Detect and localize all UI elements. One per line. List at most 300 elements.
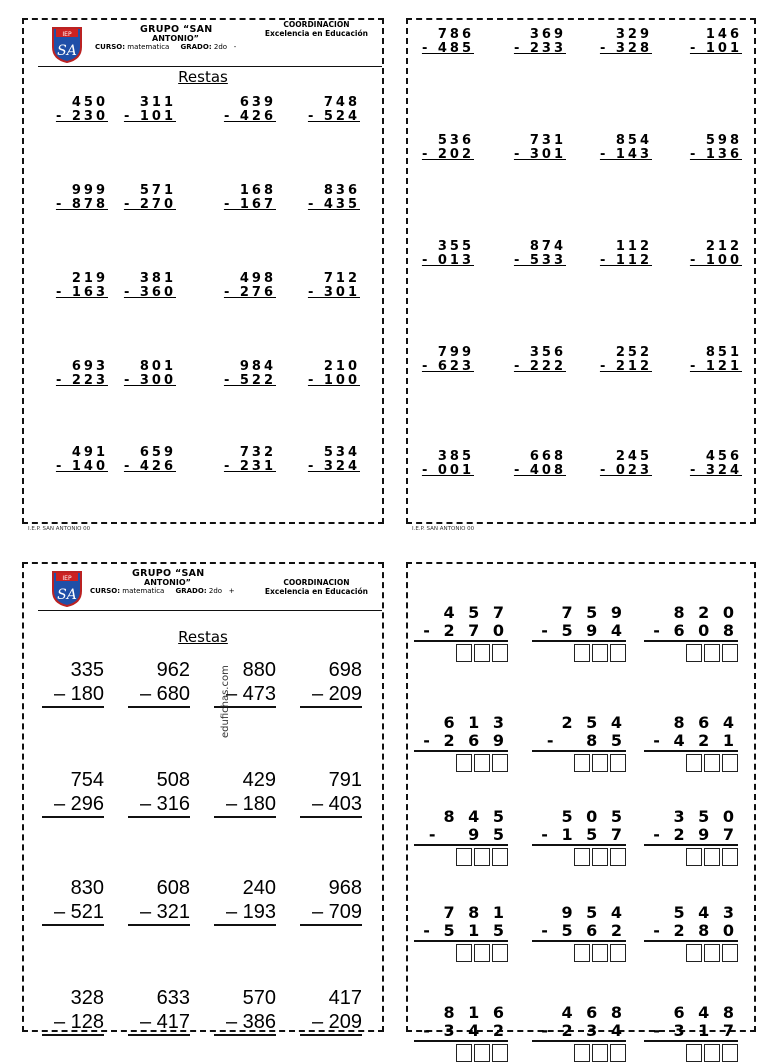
answer-digit-box[interactable] bbox=[704, 644, 720, 662]
subtraction-problem bbox=[214, 986, 276, 1036]
subtrahend: - 301 bbox=[513, 147, 566, 162]
subtraction-problem bbox=[414, 604, 508, 662]
course-value: matematica bbox=[127, 43, 170, 51]
subtraction-problem bbox=[532, 714, 626, 772]
minuend: 571 bbox=[139, 183, 176, 198]
subtrahend: - 4 2 1 bbox=[644, 732, 738, 752]
subtraction-problem bbox=[504, 134, 566, 162]
footer-text: I.E.P. SAN ANTONIO 00 bbox=[412, 526, 475, 532]
subtrahend: - 3 4 2 bbox=[414, 1022, 508, 1042]
subtrahend: - 5 1 5 bbox=[414, 922, 508, 942]
subtraction-problem bbox=[414, 714, 508, 772]
subtraction-problem bbox=[128, 986, 190, 1036]
subtraction-problem bbox=[592, 134, 652, 162]
subtraction-problem bbox=[532, 808, 626, 866]
subtrahend: - 8 5 bbox=[532, 732, 626, 752]
subtraction-problem bbox=[532, 604, 626, 662]
subtraction-problem bbox=[592, 240, 652, 268]
operation-sign: + bbox=[228, 587, 235, 595]
group-name: GRUPO “SAN bbox=[132, 568, 205, 579]
answer-digit-box[interactable] bbox=[492, 944, 508, 962]
minuend: 874 bbox=[529, 239, 566, 254]
subtrahend: - 623 bbox=[421, 359, 474, 374]
minuend: 659 bbox=[139, 445, 176, 460]
answer-digit-box[interactable] bbox=[474, 754, 490, 772]
subtrahend: - 202 bbox=[421, 147, 474, 162]
minuend: 962 bbox=[156, 659, 190, 681]
minuend: 799 bbox=[437, 345, 474, 360]
answer-digit-box[interactable] bbox=[722, 754, 738, 772]
answer-digit-box[interactable] bbox=[704, 848, 720, 866]
answer-digit-box[interactable] bbox=[592, 944, 608, 962]
minuend: 311 bbox=[139, 95, 176, 110]
subtrahend: – 680 bbox=[128, 682, 190, 708]
coord-title: COORDINACION bbox=[283, 20, 350, 29]
answer-digit-box[interactable] bbox=[574, 644, 590, 662]
subtrahend: - 013 bbox=[421, 253, 474, 268]
minuend: 851 bbox=[705, 345, 742, 360]
subtrahend: - 212 bbox=[599, 359, 652, 374]
answer-boxes[interactable] bbox=[532, 754, 626, 772]
minuend: 5 0 5 bbox=[561, 807, 626, 826]
minuend: 7 5 9 bbox=[561, 603, 626, 622]
subtraction-problem bbox=[416, 240, 474, 268]
answer-digit-box[interactable] bbox=[704, 944, 720, 962]
answer-digit-box[interactable] bbox=[704, 1044, 720, 1062]
answer-boxes[interactable] bbox=[532, 848, 626, 866]
subtraction-problem bbox=[288, 272, 360, 300]
answer-digit-box[interactable] bbox=[722, 848, 738, 866]
worksheet-title: Restas bbox=[178, 68, 228, 86]
minuend: 8 1 6 bbox=[443, 1003, 508, 1022]
minuend: 791 bbox=[328, 769, 362, 791]
worksheet-panel-top-right bbox=[406, 18, 756, 532]
subtraction-problem bbox=[120, 360, 176, 388]
minuend: 112 bbox=[615, 239, 652, 254]
course-label: CURSO: bbox=[90, 587, 121, 595]
minuend: 5 4 3 bbox=[673, 903, 738, 922]
subtrahend: – 709 bbox=[300, 900, 362, 926]
answer-boxes[interactable] bbox=[414, 754, 508, 772]
subtrahend: - 1 5 7 bbox=[532, 826, 626, 846]
subtraction-problem bbox=[644, 904, 738, 962]
subtraction-problem bbox=[532, 1004, 626, 1062]
subtraction-problem bbox=[300, 986, 362, 1036]
answer-digit-box[interactable] bbox=[456, 644, 472, 662]
subtraction-problem bbox=[52, 184, 108, 212]
subtraction-problem bbox=[52, 360, 108, 388]
minuend: 381 bbox=[139, 271, 176, 286]
answer-digit-box[interactable] bbox=[686, 1044, 702, 1062]
subtraction-problem bbox=[644, 1004, 738, 1062]
subtrahend: – 386 bbox=[214, 1010, 276, 1036]
answer-digit-box[interactable] bbox=[474, 1044, 490, 1062]
minuend: 968 bbox=[328, 877, 362, 899]
subtrahend: - 3 1 7 bbox=[644, 1022, 738, 1042]
coord-subtitle: Excelencia en Educación bbox=[264, 29, 368, 38]
grade-label: GRADO: bbox=[175, 587, 207, 595]
subtrahend: – 473 bbox=[214, 682, 276, 708]
subtraction-problem bbox=[52, 446, 108, 474]
subtrahend: - 5 9 4 bbox=[532, 622, 626, 642]
grade-label: GRADO: bbox=[180, 43, 212, 51]
subtrahend: - 533 bbox=[513, 253, 566, 268]
minuend: 429 bbox=[242, 769, 276, 791]
subtraction-problem bbox=[676, 28, 742, 56]
minuend: 801 bbox=[139, 359, 176, 374]
answer-boxes[interactable] bbox=[644, 848, 738, 866]
course-line bbox=[90, 587, 235, 595]
worksheet-header bbox=[24, 564, 382, 614]
answer-digit-box[interactable] bbox=[574, 1044, 590, 1062]
group-name-line2: ANTONIO” bbox=[152, 34, 199, 43]
subtraction-problem bbox=[42, 768, 104, 818]
answer-digit-box[interactable] bbox=[592, 754, 608, 772]
subtrahend: – 521 bbox=[42, 900, 104, 926]
minuend: 8 4 5 bbox=[443, 807, 508, 826]
subtrahend: – 180 bbox=[214, 792, 276, 818]
minuend: 210 bbox=[323, 359, 360, 374]
subtraction-problem bbox=[204, 272, 276, 300]
subtrahend: - 2 6 9 bbox=[414, 732, 508, 752]
answer-boxes[interactable] bbox=[414, 1044, 508, 1062]
subtrahend: – 296 bbox=[42, 792, 104, 818]
minuend: 786 bbox=[437, 27, 474, 42]
subtrahend: - 9 5 bbox=[414, 826, 508, 846]
group-name-line2: ANTONIO” bbox=[144, 578, 191, 587]
subtraction-problem bbox=[42, 876, 104, 926]
minuend: 732 bbox=[239, 445, 276, 460]
subtrahend: - 231 bbox=[223, 459, 276, 474]
course-value: matematica bbox=[122, 587, 165, 595]
minuend: 4 5 7 bbox=[443, 603, 508, 622]
svg-text:SA: SA bbox=[57, 43, 77, 59]
minuend: 8 2 0 bbox=[673, 603, 738, 622]
subtrahend: – 209 bbox=[300, 1010, 362, 1036]
minuend: 854 bbox=[615, 133, 652, 148]
subtraction-problem bbox=[204, 446, 276, 474]
answer-boxes[interactable] bbox=[644, 644, 738, 662]
subtrahend: - 435 bbox=[307, 197, 360, 212]
answer-digit-box[interactable] bbox=[686, 848, 702, 866]
minuend: 693 bbox=[71, 359, 108, 374]
subtraction-problem bbox=[504, 28, 566, 56]
grade-value: 2do bbox=[213, 43, 228, 51]
answer-digit-box[interactable] bbox=[474, 944, 490, 962]
subtrahend: - 2 7 0 bbox=[414, 622, 508, 642]
subtrahend: - 233 bbox=[513, 41, 566, 56]
subtraction-problem bbox=[504, 240, 566, 268]
subtraction-problem bbox=[300, 658, 362, 708]
subtrahend: - 223 bbox=[55, 373, 108, 388]
subtrahend: - 121 bbox=[689, 359, 742, 374]
minuend: 536 bbox=[437, 133, 474, 148]
minuend: 245 bbox=[615, 449, 652, 464]
answer-boxes[interactable] bbox=[414, 944, 508, 962]
minuend: 328 bbox=[70, 987, 104, 1009]
minuend: 999 bbox=[71, 183, 108, 198]
minuend: 2 5 4 bbox=[561, 713, 626, 732]
subtraction-problem bbox=[532, 904, 626, 962]
worksheet-header bbox=[24, 20, 382, 70]
answer-digit-box[interactable] bbox=[474, 848, 490, 866]
answer-boxes[interactable] bbox=[532, 644, 626, 662]
subtraction-problem bbox=[52, 272, 108, 300]
minuend: 748 bbox=[323, 95, 360, 110]
answer-digit-box[interactable] bbox=[474, 644, 490, 662]
answer-digit-box[interactable] bbox=[592, 848, 608, 866]
answer-boxes[interactable] bbox=[414, 644, 508, 662]
group-name: GRUPO “SAN bbox=[140, 24, 213, 35]
subtrahend: - 5 6 2 bbox=[532, 922, 626, 942]
subtraction-problem bbox=[42, 658, 104, 708]
subtrahend: - 222 bbox=[513, 359, 566, 374]
watermark: edufichas.com bbox=[220, 665, 231, 738]
subtrahend: - 360 bbox=[123, 285, 176, 300]
coordination-label bbox=[265, 578, 368, 596]
answer-digit-box[interactable] bbox=[722, 944, 738, 962]
answer-digit-box[interactable] bbox=[574, 754, 590, 772]
subtrahend: - 112 bbox=[599, 253, 652, 268]
answer-digit-box[interactable] bbox=[686, 644, 702, 662]
minuend: 219 bbox=[71, 271, 108, 286]
answer-digit-box[interactable] bbox=[456, 1044, 472, 1062]
subtrahend: - 408 bbox=[513, 463, 566, 478]
subtrahend: - 167 bbox=[223, 197, 276, 212]
subtraction-problem bbox=[128, 658, 190, 708]
answer-digit-box[interactable] bbox=[610, 944, 626, 962]
subtraction-problem bbox=[416, 134, 474, 162]
answer-digit-box[interactable] bbox=[592, 644, 608, 662]
subtrahend: - 100 bbox=[689, 253, 742, 268]
course-line bbox=[95, 43, 236, 51]
subtrahend: - 2 8 0 bbox=[644, 922, 738, 942]
answer-digit-box[interactable] bbox=[610, 848, 626, 866]
subtraction-problem bbox=[204, 184, 276, 212]
logo-text: IEP bbox=[62, 31, 72, 38]
minuend: 754 bbox=[70, 769, 104, 791]
minuend: 639 bbox=[239, 95, 276, 110]
minuend: 668 bbox=[529, 449, 566, 464]
answer-digit-box[interactable] bbox=[574, 848, 590, 866]
subtrahend: - 878 bbox=[55, 197, 108, 212]
minuend: 335 bbox=[70, 659, 104, 681]
subtraction-problem bbox=[128, 768, 190, 818]
minuend: 456 bbox=[705, 449, 742, 464]
school-logo-icon bbox=[50, 569, 84, 607]
subtrahend: - 163 bbox=[55, 285, 108, 300]
subtrahend: - 023 bbox=[599, 463, 652, 478]
answer-boxes[interactable] bbox=[532, 944, 626, 962]
logo-text: IEP bbox=[62, 575, 72, 582]
minuend: 4 6 8 bbox=[561, 1003, 626, 1022]
subtraction-problem bbox=[288, 184, 360, 212]
subtraction-problem bbox=[644, 714, 738, 772]
subtraction-problem bbox=[644, 604, 738, 662]
answer-digit-box[interactable] bbox=[686, 754, 702, 772]
subtraction-problem bbox=[204, 360, 276, 388]
subtraction-problem bbox=[416, 346, 474, 374]
subtraction-problem bbox=[676, 450, 742, 478]
answer-digit-box[interactable] bbox=[722, 644, 738, 662]
subtraction-problem bbox=[214, 876, 276, 926]
answer-digit-box[interactable] bbox=[492, 754, 508, 772]
subtraction-problem bbox=[300, 768, 362, 818]
answer-boxes[interactable] bbox=[644, 1044, 738, 1062]
answer-digit-box[interactable] bbox=[610, 1044, 626, 1062]
school-logo-icon bbox=[50, 25, 84, 63]
subtraction-problem bbox=[120, 96, 176, 124]
coord-title: COORDINACION bbox=[283, 578, 350, 587]
answer-digit-box[interactable] bbox=[492, 848, 508, 866]
answer-digit-box[interactable] bbox=[610, 754, 626, 772]
subtrahend: - 301 bbox=[307, 285, 360, 300]
minuend: 240 bbox=[242, 877, 276, 899]
subtrahend: - 101 bbox=[123, 109, 176, 124]
subtraction-problem bbox=[120, 272, 176, 300]
subtrahend: – 209 bbox=[300, 682, 362, 708]
minuend: 491 bbox=[71, 445, 108, 460]
minuend: 698 bbox=[328, 659, 362, 681]
answer-digit-box[interactable] bbox=[592, 1044, 608, 1062]
answer-boxes[interactable] bbox=[644, 754, 738, 772]
subtrahend: - 485 bbox=[421, 41, 474, 56]
worksheet-panel-top-left bbox=[22, 18, 384, 532]
minuend: 712 bbox=[323, 271, 360, 286]
subtraction-problem bbox=[644, 808, 738, 866]
subtrahend: – 193 bbox=[214, 900, 276, 926]
minuend: 534 bbox=[323, 445, 360, 460]
subtraction-problem bbox=[214, 768, 276, 818]
subtrahend: - 300 bbox=[123, 373, 176, 388]
answer-boxes[interactable] bbox=[532, 1044, 626, 1062]
answer-digit-box[interactable] bbox=[492, 1044, 508, 1062]
answer-digit-box[interactable] bbox=[704, 754, 720, 772]
subtrahend: - 140 bbox=[55, 459, 108, 474]
minuend: 3 5 0 bbox=[673, 807, 738, 826]
header-divider bbox=[38, 610, 382, 611]
minuend: 369 bbox=[529, 27, 566, 42]
subtraction-problem bbox=[416, 28, 474, 56]
minuend: 8 6 4 bbox=[673, 713, 738, 732]
subtraction-problem bbox=[300, 876, 362, 926]
minuend: 608 bbox=[156, 877, 190, 899]
minuend: 6 4 8 bbox=[673, 1003, 738, 1022]
subtraction-problem bbox=[676, 134, 742, 162]
minuend: 570 bbox=[242, 987, 276, 1009]
minuend: 598 bbox=[705, 133, 742, 148]
course-label: CURSO: bbox=[95, 43, 126, 51]
subtrahend: – 128 bbox=[42, 1010, 104, 1036]
subtraction-problem bbox=[128, 876, 190, 926]
subtrahend: – 321 bbox=[128, 900, 190, 926]
minuend: 830 bbox=[70, 877, 104, 899]
subtrahend: - 524 bbox=[307, 109, 360, 124]
coordination-label bbox=[265, 20, 368, 38]
subtrahend: - 100 bbox=[307, 373, 360, 388]
answer-digit-box[interactable] bbox=[722, 1044, 738, 1062]
subtrahend: - 2 9 7 bbox=[644, 826, 738, 846]
minuend: 450 bbox=[71, 95, 108, 110]
answer-digit-box[interactable] bbox=[456, 754, 472, 772]
minuend: 7 8 1 bbox=[443, 903, 508, 922]
subtraction-problem bbox=[416, 450, 474, 478]
minuend: 633 bbox=[156, 987, 190, 1009]
minuend: 212 bbox=[705, 239, 742, 254]
minuend: 508 bbox=[156, 769, 190, 791]
subtrahend: - 324 bbox=[307, 459, 360, 474]
minuend: 984 bbox=[239, 359, 276, 374]
subtraction-problem bbox=[504, 346, 566, 374]
subtraction-problem bbox=[414, 904, 508, 962]
grade-value: 2do bbox=[208, 587, 223, 595]
subtrahend: - 270 bbox=[123, 197, 176, 212]
operation-sign: - bbox=[233, 43, 237, 51]
answer-digit-box[interactable] bbox=[456, 944, 472, 962]
answer-digit-box[interactable] bbox=[492, 644, 508, 662]
minuend: 6 1 3 bbox=[443, 713, 508, 732]
subtrahend: - 2 3 4 bbox=[532, 1022, 626, 1042]
subtrahend: – 403 bbox=[300, 792, 362, 818]
worksheet-panel-bottom-left bbox=[22, 562, 384, 1032]
worksheet-panel-bottom-right bbox=[406, 562, 756, 1040]
subtrahend: – 417 bbox=[128, 1010, 190, 1036]
answer-boxes[interactable] bbox=[414, 848, 508, 866]
subtrahend: – 180 bbox=[42, 682, 104, 708]
minuend: 356 bbox=[529, 345, 566, 360]
subtraction-problem bbox=[676, 346, 742, 374]
answer-digit-box[interactable] bbox=[610, 644, 626, 662]
minuend: 836 bbox=[323, 183, 360, 198]
answer-boxes[interactable] bbox=[644, 944, 738, 962]
minuend: 731 bbox=[529, 133, 566, 148]
subtraction-problem bbox=[414, 808, 508, 866]
subtrahend: - 136 bbox=[689, 147, 742, 162]
minuend: 252 bbox=[615, 345, 652, 360]
subtrahend: - 143 bbox=[599, 147, 652, 162]
minuend: 880 bbox=[242, 659, 276, 681]
minuend: 417 bbox=[328, 987, 362, 1009]
minuend: 385 bbox=[437, 449, 474, 464]
subtraction-problem bbox=[42, 986, 104, 1036]
subtraction-problem bbox=[592, 346, 652, 374]
subtrahend: - 001 bbox=[421, 463, 474, 478]
subtrahend: - 426 bbox=[223, 109, 276, 124]
subtraction-problem bbox=[414, 1004, 508, 1062]
subtraction-problem bbox=[592, 450, 652, 478]
minuend: 329 bbox=[615, 27, 652, 42]
subtrahend: – 316 bbox=[128, 792, 190, 818]
subtraction-problem bbox=[120, 446, 176, 474]
answer-digit-box[interactable] bbox=[574, 944, 590, 962]
subtraction-problem bbox=[676, 240, 742, 268]
minuend: 355 bbox=[437, 239, 474, 254]
subtrahend: - 328 bbox=[599, 41, 652, 56]
subtrahend: - 324 bbox=[689, 463, 742, 478]
subtraction-problem bbox=[592, 28, 652, 56]
subtrahend: - 6 0 8 bbox=[644, 622, 738, 642]
subtraction-problem bbox=[120, 184, 176, 212]
subtraction-problem bbox=[504, 450, 566, 478]
worksheet-title: Restas bbox=[178, 628, 228, 646]
answer-digit-box[interactable] bbox=[456, 848, 472, 866]
minuend: 498 bbox=[239, 271, 276, 286]
subtrahend: - 101 bbox=[689, 41, 742, 56]
answer-digit-box[interactable] bbox=[686, 944, 702, 962]
subtraction-problem bbox=[288, 360, 360, 388]
subtrahend: - 230 bbox=[55, 109, 108, 124]
subtrahend: - 276 bbox=[223, 285, 276, 300]
